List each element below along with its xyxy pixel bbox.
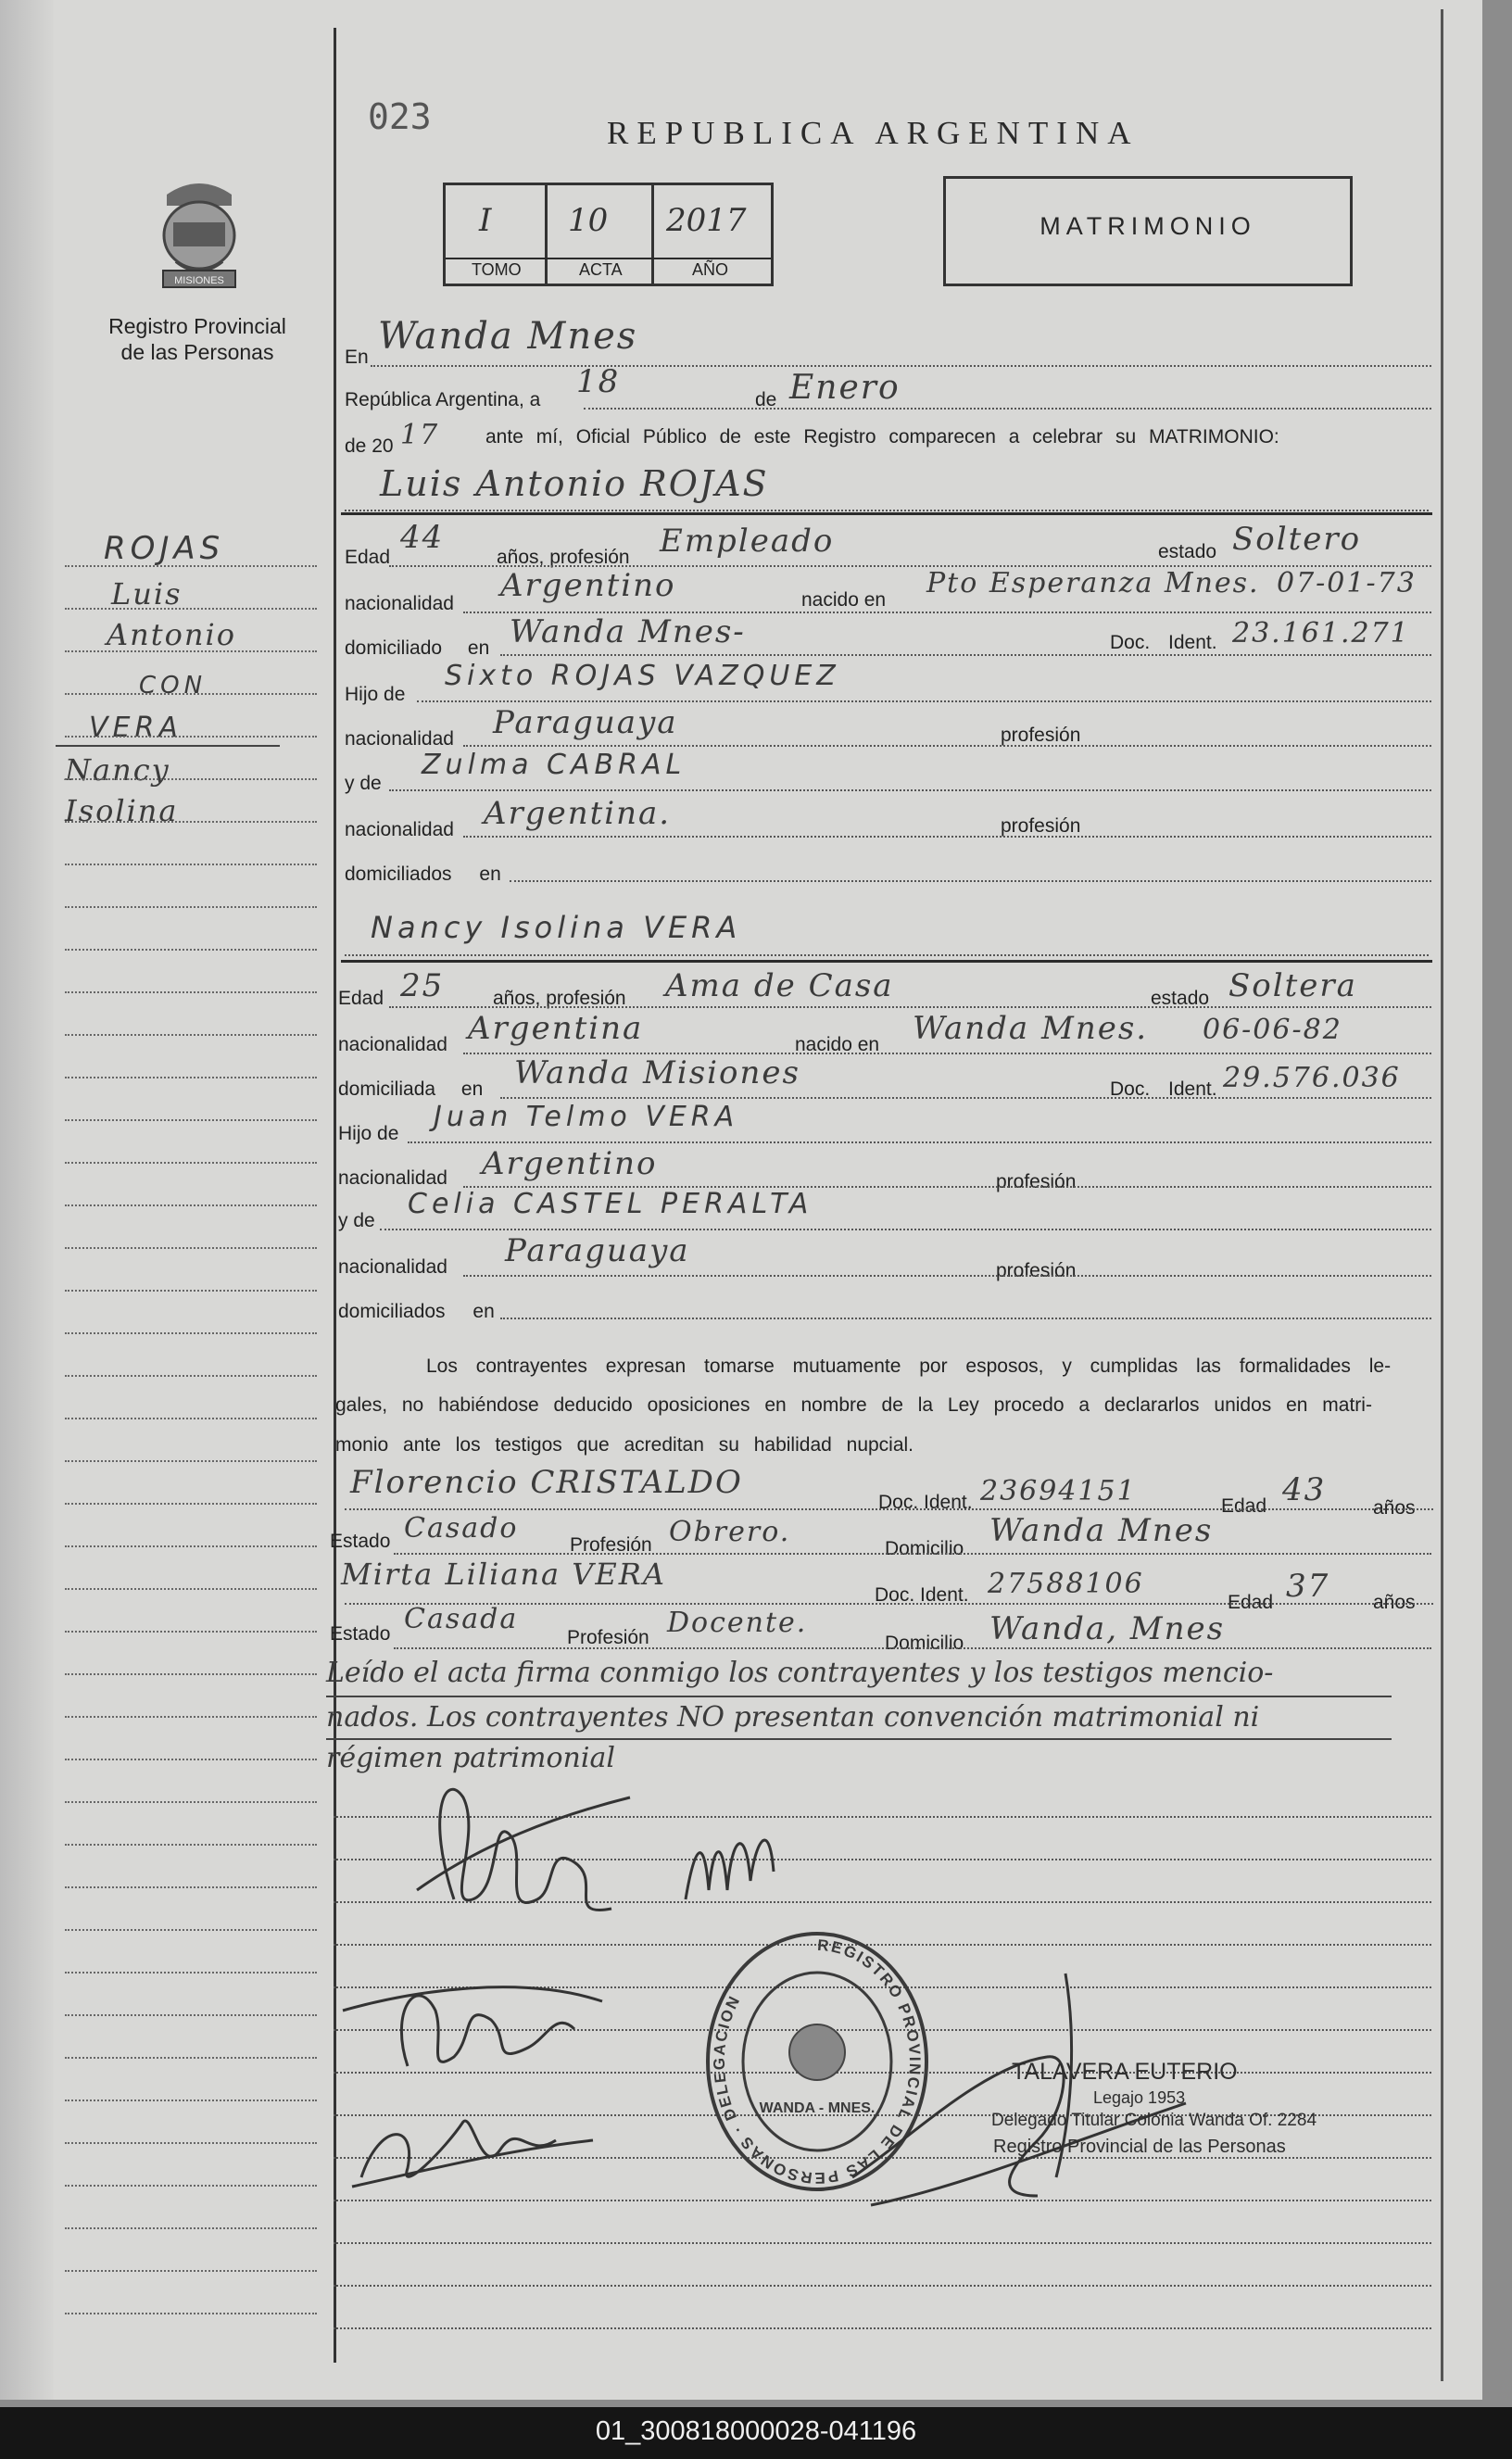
- bride-doc: 29.576.036: [1223, 1062, 1401, 1094]
- acta-label: ACTA: [579, 260, 623, 279]
- bride-yde-label: y de: [338, 1210, 375, 1231]
- groom-padre: Sixto ROJAS VAZQUEZ: [445, 660, 840, 692]
- margin-rule: [65, 1886, 317, 1888]
- anio-label: AÑO: [692, 260, 729, 279]
- official-position: Delegado Titular Colonia Wanda Of. 2284: [991, 2111, 1317, 2130]
- margin-rule: [65, 1929, 317, 1931]
- day-value: 18: [576, 363, 621, 400]
- margin-rule: [65, 1801, 317, 1803]
- en-label: En: [345, 347, 369, 368]
- witness2-edad-label: Edad: [1228, 1592, 1274, 1613]
- margin-rule: [65, 2270, 317, 2272]
- witness1-domicilio-label: Domicilio: [885, 1538, 964, 1559]
- signature-witness-2: [343, 2085, 602, 2196]
- bride-fecha-nac: 06-06-82: [1203, 1014, 1342, 1046]
- bride-madre: Celia CASTEL PERALTA: [408, 1188, 813, 1220]
- witness2-domicilio-label: Domicilio: [885, 1633, 964, 1654]
- witness1-name: Florencio CRISTALDO: [350, 1464, 743, 1501]
- witness1-edad-label: Edad: [1221, 1495, 1267, 1517]
- bride-domicilio: Wanda Misiones: [514, 1054, 800, 1091]
- act-type-box: [943, 176, 1353, 286]
- groom-madre-nac: Argentina.: [484, 795, 672, 832]
- tomo-acta-ano-box: [443, 183, 774, 286]
- bride-domicilio-label: domiciliada en: [338, 1078, 484, 1100]
- groom-edad: 44: [400, 519, 445, 556]
- signature-witness-1: [334, 1955, 611, 2085]
- witness1-edad: 43: [1282, 1471, 1327, 1508]
- margin-note-second: Antonio: [107, 617, 236, 652]
- scan-filename: 01_300818000028-041196: [595, 2416, 917, 2446]
- margin-note-first: Luis: [111, 576, 183, 612]
- ceremony-line-1: Los contrayentes expresan tomarse mutuamente por esposos, y cumplidas las formalidades le-: [426, 1356, 1392, 1377]
- margin-rule: [65, 736, 317, 738]
- margin-rule: [65, 1460, 317, 1462]
- bride-nacido-label: nacido en: [795, 1034, 880, 1055]
- bride-profesion-label: años, profesión: [493, 988, 626, 1009]
- margin-rule: [65, 906, 317, 908]
- witness2-doc: 27588106: [988, 1568, 1144, 1600]
- body-rule: [334, 2327, 1431, 2329]
- witness1-domicilio: Wanda Mnes: [989, 1512, 1214, 1549]
- groom-profesion-label: años, profesión: [497, 547, 630, 568]
- witness2-estado-label: Estado: [330, 1623, 391, 1645]
- opening-text: ante mí, Oficial Público de este Registro comparecen a celebrar su MATRIMONIO:: [485, 426, 1279, 448]
- margin-rule: [65, 1545, 317, 1547]
- body-rule: [334, 2285, 1431, 2287]
- groom-estado: Soltero: [1232, 521, 1362, 558]
- groom-padre-prof-label: profesión: [1001, 725, 1081, 746]
- margin-rule: [65, 608, 317, 610]
- witness1-doc: 23694151: [980, 1475, 1137, 1507]
- margin-rule: [65, 2227, 317, 2229]
- official-name: TALAVERA EUTERIO: [1012, 2059, 1238, 2085]
- bride-madre-nac-label: nacionalidad: [338, 1256, 447, 1278]
- margin-rule: [65, 1204, 317, 1206]
- margin-rule: [65, 2100, 317, 2101]
- bride-profesion: Ama de Casa: [665, 967, 894, 1004]
- witness2-profesion: Docente.: [667, 1607, 808, 1639]
- margin-rule: [65, 1588, 317, 1590]
- margin-rule: [65, 1077, 317, 1078]
- bride-nacido-en: Wanda Mnes.: [913, 1010, 1149, 1047]
- witness1-doc-label: Doc. Ident.: [878, 1492, 973, 1513]
- margin-note-bride-surname: VERA: [89, 712, 183, 744]
- groom-nacionalidad: Argentino: [500, 567, 676, 604]
- official-legajo: Legajo 1953: [1093, 2088, 1186, 2107]
- page-right-edge: [1441, 9, 1443, 2381]
- witness2-estado: Casada: [404, 1603, 519, 1635]
- year-prefix: de 20: [345, 435, 394, 457]
- margin-rule: [65, 1247, 317, 1249]
- bride-padre-prof-label: profesión: [996, 1171, 1077, 1192]
- groom-estado-label: estado: [1158, 541, 1217, 562]
- groom-madre-prof-label: profesión: [1001, 815, 1081, 837]
- margin-note-bride-first: Nancy: [65, 752, 170, 788]
- margin-rule: [65, 2142, 317, 2144]
- margin-rule: [65, 565, 317, 567]
- bride-edad-label: Edad: [338, 988, 384, 1009]
- groom-padre-nac: Paraguaya: [493, 704, 678, 741]
- signature-bride: [667, 1807, 806, 1918]
- country-title: REPUBLICA ARGENTINA: [607, 115, 1140, 151]
- margin-rule: [65, 1631, 317, 1633]
- registry-name: Registro Provincial de las Personas: [108, 314, 286, 364]
- margin-rule: [65, 949, 317, 951]
- svg-text:REGISTRO PROVINCIAL DE LAS PER: REGISTRO PROVINCIAL DE LAS PERSONAS · DELEGACION: [710, 1936, 925, 2188]
- margin-rule: [65, 778, 317, 780]
- act-type-label: MATRIMONIO: [1040, 212, 1256, 240]
- ceremony-line-2: gales, no habiéndose deducido oposiciones en nombre de la Ley procedo a declararlos unidos en matri-: [335, 1394, 1372, 1416]
- groom-domicilio: Wanda Mnes-: [510, 613, 746, 650]
- tomo-label: TOMO: [472, 260, 522, 279]
- margin-rule: [65, 650, 317, 652]
- signature-groom: [389, 1760, 649, 1946]
- witness2-name: Mirta Liliana VERA: [341, 1557, 666, 1592]
- margin-rule: [65, 1418, 317, 1419]
- bride-estado-label: estado: [1151, 988, 1210, 1009]
- groom-edad-label: Edad: [345, 547, 391, 568]
- groom-profesion: Empleado: [660, 523, 835, 560]
- margin-rule: [65, 2057, 317, 2059]
- margin-rule: [65, 1972, 317, 1974]
- anio-value: 2017: [666, 202, 747, 239]
- tomo-value: I: [479, 202, 492, 239]
- margin-rule: [65, 1290, 317, 1292]
- place-value: Wanda Mnes: [378, 315, 638, 358]
- margin-note-bride-second: Isolina: [65, 793, 179, 828]
- official-registry: Registro Provincial de las Personas: [993, 2137, 1286, 2157]
- acta-value: 10: [568, 202, 609, 239]
- groom-nacido-en: Pto Esperanza Mnes.: [926, 567, 1260, 599]
- margin-rule: [65, 1759, 317, 1760]
- witness2-profesion-label: Profesión: [567, 1627, 649, 1648]
- bride-edad: 25: [400, 967, 445, 1004]
- margin-rule: [65, 693, 317, 695]
- bride-full-name: Nancy Isolina VERA: [371, 910, 742, 945]
- closing-note-line-3: régimen patrimonial: [326, 1742, 615, 1774]
- bride-nacionalidad-label: nacionalidad: [338, 1034, 447, 1055]
- margin-rule: [65, 1716, 317, 1718]
- margin-rule: [65, 1844, 317, 1846]
- svg-text:MISIONES: MISIONES: [174, 275, 224, 286]
- witness1-estado: Casado: [404, 1512, 519, 1545]
- closing-note-line-1: Leído el acta firma conmigo los contrayentes y los testigos mencio-: [326, 1657, 1274, 1689]
- witness1-anos-label: años: [1373, 1497, 1416, 1519]
- witness2-doc-label: Doc. Ident.: [875, 1584, 969, 1606]
- margin-rule: [65, 1503, 317, 1505]
- witness2-anos-label: años: [1373, 1592, 1416, 1613]
- margin-rule: [65, 1162, 317, 1164]
- witness2-domicilio: Wanda, Mnes: [989, 1610, 1226, 1647]
- groom-doc: 23.161.271: [1232, 617, 1410, 649]
- groom-madre-nac-label: nacionalidad: [345, 819, 454, 840]
- groom-doc-label: Doc. Ident.: [1110, 632, 1217, 653]
- margin-rule: [65, 2014, 317, 2016]
- province-crest-icon: [148, 178, 250, 298]
- bride-madre-nac: Paraguaya: [505, 1232, 690, 1269]
- bride-madre-prof-label: profesión: [996, 1260, 1077, 1281]
- margin-rule: [65, 1673, 317, 1675]
- groom-hijo-label: Hijo de: [345, 684, 406, 705]
- bride-domiciliados-label: domiciliados en: [338, 1301, 495, 1322]
- margin-rule: [65, 1034, 317, 1036]
- republica-label: República Argentina, a: [345, 389, 541, 410]
- de-label: de: [755, 389, 777, 410]
- groom-madre: Zulma CABRAL: [422, 749, 687, 781]
- groom-full-name: Luis Antonio ROJAS: [380, 463, 769, 504]
- ceremony-line-3: monio ante los testigos que acreditan su habilidad nupcial.: [335, 1434, 914, 1456]
- groom-nacido-label: nacido en: [801, 589, 887, 611]
- bride-padre-nac-label: nacionalidad: [338, 1167, 447, 1189]
- margin-rule: [65, 821, 317, 823]
- body-rule: [334, 2242, 1431, 2244]
- witness1-estado-label: Estado: [330, 1531, 391, 1552]
- margin-note-con: CON: [139, 672, 208, 700]
- margin-rule: [65, 1332, 317, 1334]
- margin-rule: [65, 1375, 317, 1377]
- groom-nacionalidad-label: nacionalidad: [345, 593, 454, 614]
- margin-rule: [65, 864, 317, 865]
- svg-text:WANDA - MNES.: WANDA - MNES.: [759, 2100, 876, 2116]
- margin-rule: [65, 2313, 317, 2314]
- groom-domiciliados-label: domiciliados en: [345, 864, 501, 885]
- witness1-profesion-label: Profesión: [570, 1534, 652, 1556]
- bride-doc-label: Doc. Ident.: [1110, 1078, 1217, 1100]
- folio-number: 023: [368, 96, 432, 137]
- bride-nacionalidad: Argentina: [468, 1010, 644, 1047]
- margin-rule: [65, 991, 317, 993]
- month-value: Enero: [789, 369, 901, 407]
- bride-padre: Juan Telmo VERA: [434, 1101, 739, 1133]
- groom-fecha-nac: 07-01-73: [1277, 567, 1417, 599]
- closing-note-line-2: nados. Los contrayentes NO presentan convención matrimonial ni: [326, 1701, 1260, 1734]
- groom-domicilio-label: domiciliado en: [345, 637, 490, 659]
- margin-rule: [65, 2185, 317, 2187]
- margin-note-surname: ROJAS: [104, 530, 225, 567]
- bride-hijo-label: Hijo de: [338, 1123, 399, 1144]
- bride-estado: Soltera: [1228, 967, 1357, 1004]
- margin-rule: [65, 1119, 317, 1121]
- year-suffix: 17: [400, 419, 440, 451]
- bride-padre-nac: Argentino: [482, 1145, 658, 1182]
- witness2-edad: 37: [1286, 1568, 1330, 1605]
- groom-yde-label: y de: [345, 773, 382, 794]
- groom-padre-nac-label: nacionalidad: [345, 728, 454, 750]
- witness1-profesion: Obrero.: [669, 1516, 791, 1548]
